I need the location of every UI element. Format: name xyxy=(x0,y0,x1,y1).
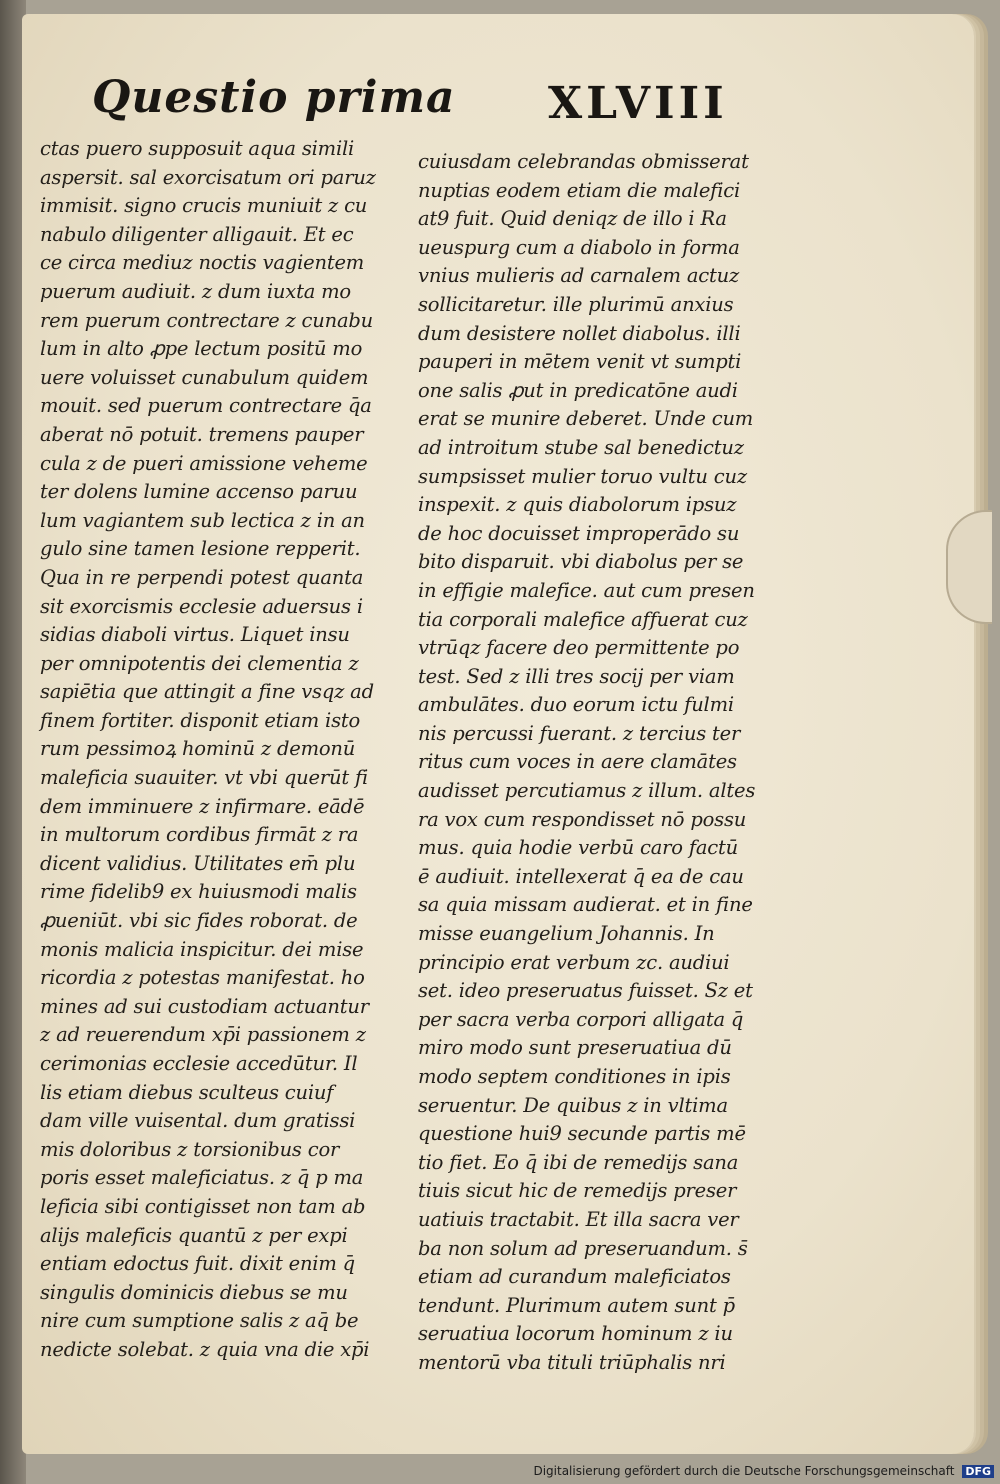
text-line: one salis ꝓut in predicatōne audi xyxy=(418,378,738,402)
text-line: modo septem conditiones in ipis xyxy=(418,1065,731,1088)
text-line: sa quia missam audierat. et in fine xyxy=(418,893,753,917)
text-line: ter dolens lumine accenso paruu xyxy=(40,480,358,504)
text-line: nis percussi fuerant. z tercius ter xyxy=(418,721,741,745)
text-line: ctas puero supposuit aqua simili xyxy=(40,137,355,160)
text-line: principio erat verbum zc. audiui xyxy=(418,950,730,974)
text-line: ad introitum stube sal benedictuz xyxy=(418,435,744,459)
text-line: ra vox cum respondisset nō possu xyxy=(418,807,747,831)
text-line: nire cum sumptione salis z aq̄ be xyxy=(40,1309,359,1333)
text-line: dicent validius. Utilitates em̄ plu xyxy=(40,851,356,875)
text-line: ꝓueniūt. vbi sic fides roborat. de xyxy=(40,909,358,933)
text-line: lum vagiantem sub lectica z in an xyxy=(40,508,365,532)
text-line: bito disparuit. vbi diabolus per se xyxy=(418,550,744,574)
text-line: mines ad sui custodiam actuantur xyxy=(40,994,369,1018)
text-line: mus. quia hodie verbū caro factū xyxy=(418,836,738,860)
text-line: vtrūqz facere deo permittente po xyxy=(418,636,740,660)
text-line: tio fiet. Eo q̄ ibi de remedijs sana xyxy=(418,1150,739,1174)
text-line: ambulātes. duo eorum ictu fulmi xyxy=(418,693,734,717)
text-line: inspexit. z quis diabolorum ipsuz xyxy=(418,493,737,517)
text-line: sumpsisset mulier toruo vultu cuz xyxy=(418,464,747,488)
text-line: misse euangelium Johannis. In xyxy=(418,922,715,946)
dfg-logo: DFG xyxy=(962,1465,994,1478)
page-title: Questio prima xyxy=(92,72,456,123)
text-line: per sacra verba corpori alligata q̄ xyxy=(418,1007,744,1031)
text-line: seruentur. De quibus z in vltima xyxy=(418,1093,728,1117)
text-line: lum in alto ꝓpe lectum positū mo xyxy=(40,337,363,361)
text-line: sapiētia que attingit a fine vsqz ad xyxy=(40,680,374,704)
text-line: pauperi in mētem venit vt sumpti xyxy=(418,350,742,374)
text-line: entiam edoctus fuit. dixit enim q̄ xyxy=(40,1252,355,1276)
text-line: puerum audiuit. z dum iuxta mo xyxy=(40,279,351,303)
text-line: aspersit. sal exorcisatum ori paruz xyxy=(40,165,376,189)
text-line: ē audiuit. intellexerat q̄ ea de cau xyxy=(418,864,744,888)
text-line: rum pessimoꝝ hominū z demonū xyxy=(40,737,356,761)
text-line: ricordia z potestas manifestat. ho xyxy=(40,966,365,990)
text-line: dam ville vuisental. dum gratissi xyxy=(40,1109,356,1133)
text-line: ueuspurg cum a diabolo in forma xyxy=(418,235,740,259)
text-line: gulo sine tamen lesione repperit. xyxy=(40,537,361,561)
text-line: poris esset maleficiatus. z q̄ p ma xyxy=(40,1166,364,1190)
folio-number: XLVIII xyxy=(548,78,728,129)
text-line: lis etiam diebus sculteus cuiuf xyxy=(40,1080,334,1104)
text-line: in effigie malefice. aut cum presen xyxy=(418,578,755,602)
text-line: etiam ad curandum maleficiatos xyxy=(418,1265,731,1289)
text-line: dum desistere nollet diabolus. illi xyxy=(418,321,741,345)
right-text-column xyxy=(418,148,790,1378)
text-line: test. Sed z illi tres socij per viam xyxy=(418,664,735,688)
text-line: Qua in re perpendi potest quanta xyxy=(40,565,364,589)
footer-credit xyxy=(533,1464,994,1478)
left-text-column xyxy=(40,135,410,1365)
text-line: uere voluisset cunabulum quidem xyxy=(40,365,369,389)
text-line: audisset percutiamus z illum. altes xyxy=(418,779,756,803)
text-line: vnius mulieris ad carnalem actuz xyxy=(418,264,740,288)
text-line: ce circa mediuz noctis vagientem xyxy=(40,251,365,275)
text-line: at9 fuit. Quid deniqz de illo i Ra xyxy=(418,207,727,231)
text-line: nabulo diligenter alligauit. Et ec xyxy=(40,222,354,246)
text-line: in multorum cordibus firmāt z ra xyxy=(40,823,359,847)
text-line: sit exorcismis ecclesie aduersus i xyxy=(40,594,363,618)
footer-text: Digitalisierung gefördert durch die Deutsche Forschungsgemeinschaft xyxy=(533,1464,955,1478)
text-line: monis malicia inspicitur. dei mise xyxy=(40,937,364,961)
text-line: aberat nō potuit. tremens pauper xyxy=(40,422,364,446)
text-line: rem puerum contrectare z cunabu xyxy=(40,308,374,332)
text-line: immisit. signo crucis muniuit z cu xyxy=(40,194,368,218)
text-line: sidias diaboli virtus. Liquet insu xyxy=(40,623,350,647)
text-line: cuiusdam celebrandas obmisserat xyxy=(418,150,749,173)
text-line: tendunt. Plurimum autem sunt p̄ xyxy=(418,1293,735,1317)
text-line: tiuis sicut hic de remedijs preser xyxy=(418,1179,737,1203)
text-line: erat se munire deberet. Unde cum xyxy=(418,407,754,431)
text-line: leficia sibi contigisset non tam ab xyxy=(40,1194,366,1218)
text-line: z ad reuerendum xp̄i passionem z xyxy=(40,1023,366,1047)
text-line: alijs maleficis quantū z per expi xyxy=(40,1223,348,1247)
text-line: seruatiua locorum hominum z iu xyxy=(418,1322,733,1346)
text-line: dem imminuere z infirmare. eādē xyxy=(40,794,365,818)
text-line: singulis dominicis diebus se mu xyxy=(40,1280,348,1304)
text-line: rime fidelib9 ex huiusmodi malis xyxy=(40,880,357,904)
text-line: ritus cum voces in aere clamātes xyxy=(418,750,737,774)
text-line: ba non solum ad preseruandum. s̄ xyxy=(418,1236,748,1260)
text-line: mentorū vba tituli triūphalis nri xyxy=(418,1350,726,1374)
text-line: per omnipotentis dei clementia z xyxy=(40,651,359,675)
text-line: uatiuis tractabit. Et illa sacra ver xyxy=(418,1207,739,1231)
text-line: miro modo sunt preseruatiua dū xyxy=(418,1036,732,1060)
text-line: set. ideo preseruatus fuisset. Sz et xyxy=(418,979,753,1003)
text-line: mouit. sed puerum contrectare q̄a xyxy=(40,394,372,418)
text-line: nuptias eodem etiam die malefici xyxy=(418,178,740,202)
text-line: nedicte solebat. z quia vna die xp̄i xyxy=(40,1337,370,1361)
text-line: questione hui9 secunde partis mē xyxy=(418,1122,746,1146)
text-line: cerimonias ecclesie accedūtur. Il xyxy=(40,1052,358,1075)
text-line: mis doloribus z torsionibus cor xyxy=(40,1137,340,1161)
text-line: de hoc docuisset improperādo su xyxy=(418,521,740,545)
page-clasp-tab xyxy=(946,510,992,624)
text-line: sollicitaretur. ille plurimū anxius xyxy=(418,292,734,316)
text-line: maleficia suauiter. vt vbi querūt fi xyxy=(40,766,369,790)
text-line: finem fortiter. disponit etiam isto xyxy=(40,708,361,732)
text-line: tia corporali malefice affuerat cuz xyxy=(418,607,748,631)
text-line: cula z de pueri amissione veheme xyxy=(40,451,368,475)
running-head xyxy=(0,72,1000,142)
